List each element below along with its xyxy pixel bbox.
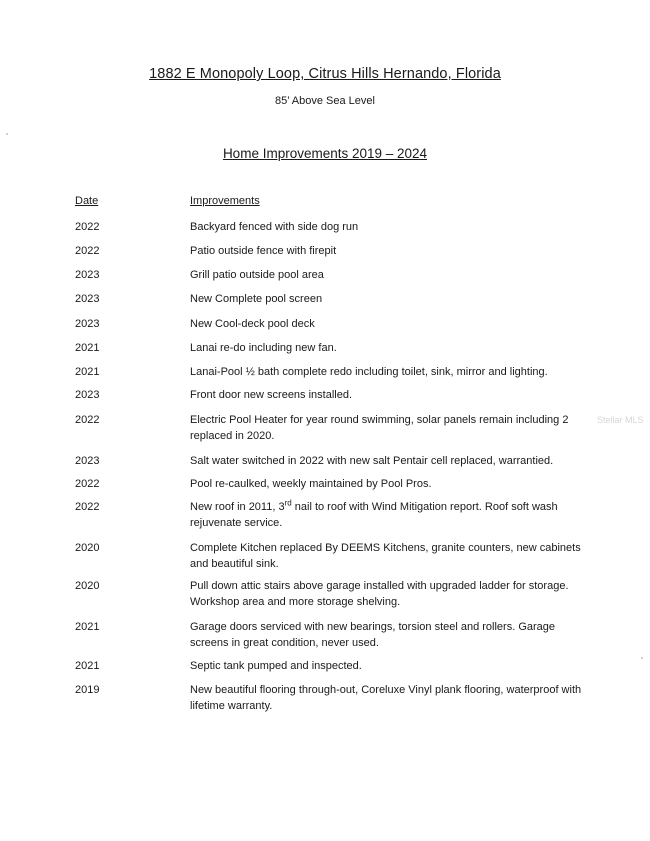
row-improvement: Complete Kitchen replaced By DEEMS Kitchens, granite counters, new cabinets and beautiful sink.: [190, 542, 581, 570]
row-improvement: Lanai re-do including new fan.: [190, 342, 337, 354]
row-improvement: Pull down attic stairs above garage installed with upgraded ladder for storage. Workshop area and more storage shelving.: [190, 580, 569, 608]
row-improvement: New Complete pool screen: [190, 293, 323, 305]
document-subtitle: Home Improvements 2019 – 2024: [222, 146, 428, 161]
row-date: 2023: [75, 455, 100, 467]
row-date: 2023: [75, 293, 100, 305]
column-header-improvements: Improvements: [190, 195, 260, 207]
row-date: 2022: [75, 414, 100, 426]
row-date: 2021: [75, 342, 100, 354]
row-date: 2021: [75, 366, 100, 378]
row-date: 2021: [75, 660, 100, 672]
row-improvement: Backyard fenced with side dog run: [190, 221, 359, 233]
row-improvement-part: nail to roof with Wind Mitigation report. Roof soft wash rejuvenate service.: [190, 501, 558, 529]
row-date: 2021: [75, 621, 100, 633]
row-improvement: Pool re-caulked, weekly maintained by Pool Pros.: [190, 478, 432, 490]
row-date: 2023: [75, 389, 100, 401]
row-date: 2020: [75, 542, 100, 554]
row-date: 2023: [75, 318, 100, 330]
watermark: Stellar MLS: [597, 415, 644, 425]
row-improvement: [190, 499, 582, 531]
row-improvement-part: New roof in 2011, 3: [190, 501, 285, 513]
row-date: 2022: [75, 245, 100, 257]
row-date: 2019: [75, 684, 100, 696]
row-improvement: Septic tank pumped and inspected.: [190, 660, 362, 672]
scan-speck: [6, 133, 8, 135]
ordinal-superscript: rd: [284, 498, 292, 508]
row-date: 2022: [75, 221, 100, 233]
row-date: 2023: [75, 269, 100, 281]
row-improvement: Electric Pool Heater for year round swimming, solar panels remain including 2 replaced in 2020.: [190, 414, 569, 442]
row-date: 2022: [75, 501, 100, 513]
row-improvement: Front door new screens installed.: [190, 389, 353, 401]
scan-speck: [641, 657, 643, 659]
row-improvement: Grill patio outside pool area: [190, 269, 324, 281]
row-improvement: Salt water switched in 2022 with new salt Pentair cell replaced, warrantied.: [190, 455, 554, 467]
row-improvement: Garage doors serviced with new bearings, torsion steel and rollers. Garage screens in great condition, never used.: [190, 621, 556, 649]
column-header-date: Date: [75, 195, 99, 207]
row-improvement: Lanai-Pool ½ bath complete redo including toilet, sink, mirror and lighting.: [190, 366, 548, 378]
row-improvement: Patio outside fence with firepit: [190, 245, 337, 257]
elevation-note: 85’ Above Sea Level: [275, 95, 375, 107]
row-date: 2020: [75, 580, 100, 592]
document-title: 1882 E Monopoly Loop, Citrus Hills Hernando, Florida: [149, 66, 501, 82]
row-improvement: New beautiful flooring through-out, Coreluxe Vinyl plank flooring, waterproof with lifetime warranty.: [190, 684, 582, 712]
row-improvement: New Cool-deck pool deck: [190, 318, 315, 330]
row-date: 2022: [75, 478, 100, 490]
